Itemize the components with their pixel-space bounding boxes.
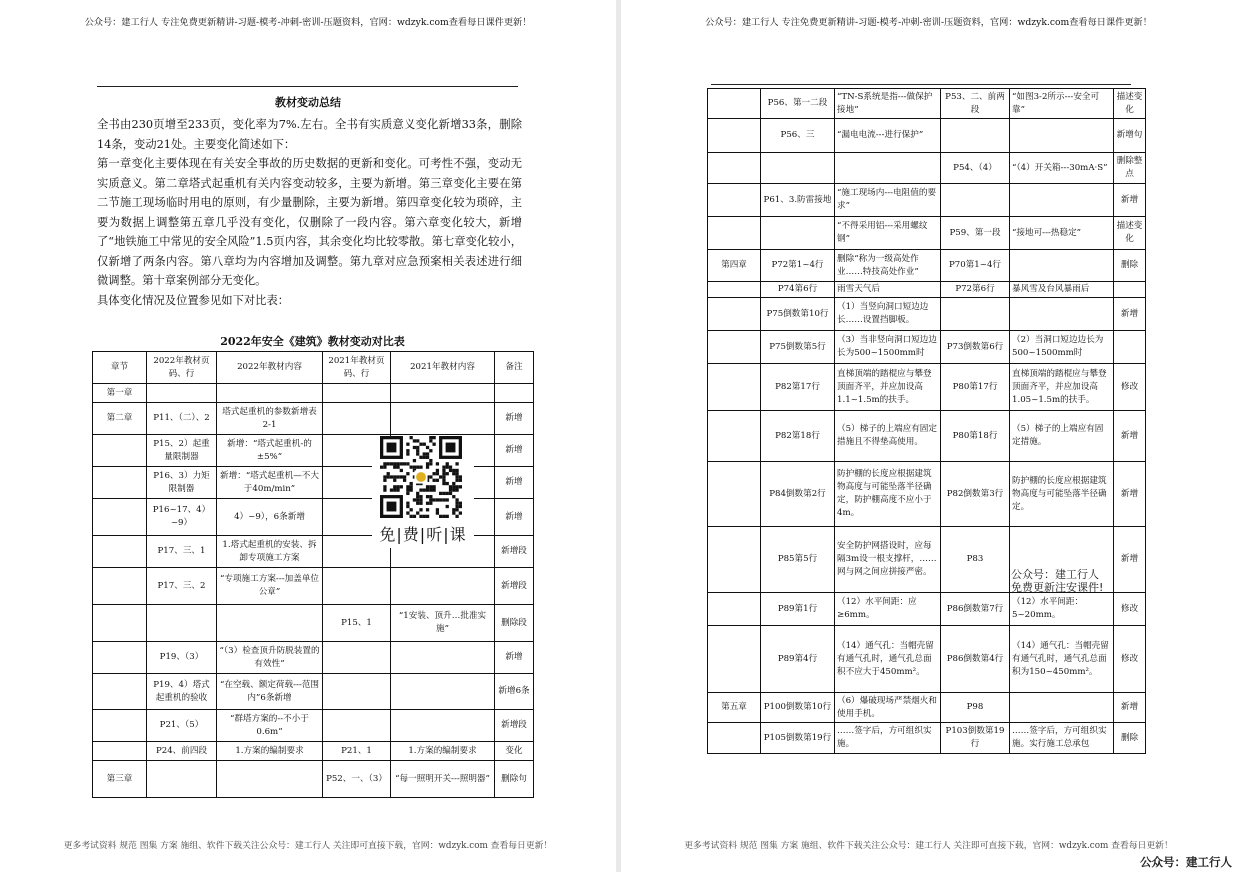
table-cell: P21、（5）	[147, 710, 217, 742]
table-cell: 删除整点	[1114, 153, 1146, 184]
table-cell	[217, 761, 323, 798]
table-cell: 新增	[1114, 527, 1146, 593]
table-cell: 新增	[495, 403, 534, 435]
table-cell: P11、（二）、2	[147, 403, 217, 435]
table-cell: （12）水平间距：5~20mm。	[1010, 593, 1114, 626]
table-cell: P73倒数第6行	[941, 331, 1010, 364]
table-cell: P59、第一段	[941, 217, 1010, 250]
table-row	[93, 761, 534, 798]
table-cell	[93, 742, 147, 761]
table-cell: P17、三、1	[147, 536, 217, 568]
table-row	[708, 298, 1146, 331]
table-cell: 新增：“塔式起重机—不大于40m/min”	[217, 467, 323, 499]
table-cell	[708, 184, 761, 217]
table-cell: 4）~9），6条新增	[217, 499, 323, 536]
table-cell: P56、第一二段	[761, 89, 835, 119]
table-cell: P75倒数第5行	[761, 331, 835, 364]
table-cell: “1安装、顶升…批准实施”	[391, 605, 495, 642]
table-cell	[1010, 250, 1114, 282]
header-rule	[97, 86, 518, 87]
table-cell: P100倒数第10行	[761, 693, 835, 723]
table-row	[708, 593, 1146, 626]
table-cell	[217, 605, 323, 642]
table-cell	[941, 298, 1010, 331]
table-cell	[323, 710, 391, 742]
table-cell: 防护棚的长度应根据建筑物高度与可能坠落半径确定。	[1010, 462, 1114, 527]
comparison-table-left	[92, 351, 534, 798]
table-row	[93, 742, 534, 761]
table-cell: 删除	[1114, 723, 1146, 754]
table-cell	[147, 761, 217, 798]
table-cell: 新增	[495, 435, 534, 467]
table-cell: P82第17行	[761, 364, 835, 411]
table-cell: 新增	[1114, 693, 1146, 723]
table-cell: “漏电电流---进行保护”	[835, 119, 941, 153]
table-cell: P82倒数第3行	[941, 462, 1010, 527]
table-header-cell: 章节	[93, 352, 147, 384]
page-header: 公众号：建工行人 专注免费更新精讲-习题-模考-冲刺-密训-压题资料，官网：wdzyk.com查看每日课件更新！	[84, 17, 532, 28]
table-cell	[323, 674, 391, 710]
table-cell: 新增	[495, 642, 534, 674]
table-title: 2022年安全《建筑》教材变动对比表	[220, 335, 405, 348]
table-row	[93, 710, 534, 742]
table-row	[93, 605, 534, 642]
table-cell: P16~17、4）~9）	[147, 499, 217, 536]
table-cell: 新增句	[1114, 119, 1146, 153]
table-cell: 变化	[495, 742, 534, 761]
table-cell	[1114, 282, 1146, 298]
paragraph: 全书由230页增至233页，变化率为7%.左右。全书有实质意义变化新增33条，删除14条，变动21处。主要变化简述如下：	[97, 118, 522, 151]
summary-body	[97, 115, 522, 310]
table-cell: P83	[941, 527, 1010, 593]
table-cell: P72第1~4行	[761, 250, 835, 282]
table-row	[708, 250, 1146, 282]
table-cell: 新增6条	[495, 674, 534, 710]
table-cell: P105倒数第19行	[761, 723, 835, 754]
table-cell	[391, 384, 495, 403]
table-cell: P89第4行	[761, 626, 835, 693]
table-cell	[93, 605, 147, 642]
table-cell	[708, 723, 761, 754]
table-cell: 第二章	[93, 403, 147, 435]
table-cell	[1010, 693, 1114, 723]
corner-watermark: 公众号：建工行人	[1140, 855, 1232, 869]
table-cell: 新增：“塔式起重机-的±5%”	[217, 435, 323, 467]
left-page	[0, 0, 616, 872]
table-cell	[93, 710, 147, 742]
qr-caption: 免|费|听|课	[379, 525, 467, 544]
table-cell: 修改	[1114, 364, 1146, 411]
table-cell: （6）爆破现场严禁烟火和使用手机。	[835, 693, 941, 723]
table-cell: “施工现场内---电阻值的要求”	[835, 184, 941, 217]
table-cell: 描述变化	[1114, 217, 1146, 250]
document-title: 教材变动总结	[275, 96, 341, 109]
table-cell: 修改	[1114, 593, 1146, 626]
table-cell: P80第18行	[941, 411, 1010, 462]
table-cell: 新增段	[495, 710, 534, 742]
table-cell: 删除句	[495, 761, 534, 798]
table-cell: P19、（3）	[147, 642, 217, 674]
table-cell: P103倒数第19行	[941, 723, 1010, 754]
table-cell	[708, 153, 761, 184]
table-cell	[1010, 184, 1114, 217]
table-cell: P84倒数第2行	[761, 462, 835, 527]
table-cell: P53、二、前两段	[941, 89, 1010, 119]
watermark-line: 免费更新注安课件!	[1011, 581, 1104, 594]
table-cell: P70第1~4行	[941, 250, 1010, 282]
table-cell: （1）当竖向洞口短边边长……设置挡脚板。	[835, 298, 941, 331]
table-cell	[391, 642, 495, 674]
table-cell: P56、三	[761, 119, 835, 153]
table-cell: P74第6行	[761, 282, 835, 298]
watermark	[1011, 568, 1111, 594]
table-cell: 第一章	[93, 384, 147, 403]
table-cell	[391, 403, 495, 435]
table-cell: 删除“称为一级高处作业……特技高处作业”	[835, 250, 941, 282]
table-cell	[147, 605, 217, 642]
table-cell: “（4）开关箱---30mA·S”	[1010, 153, 1114, 184]
table-cell	[93, 674, 147, 710]
table-cell: 直梯顶端的踏棍应与攀登顶面齐平，并应加设高1.05~1.5m的扶手。	[1010, 364, 1114, 411]
table-cell	[708, 626, 761, 693]
table-cell: 第五章	[708, 693, 761, 723]
table-cell: “TN-S系统是指---做保护接地”	[835, 89, 941, 119]
table-cell	[93, 568, 147, 605]
table-cell	[323, 384, 391, 403]
table-cell	[93, 435, 147, 467]
table-cell	[708, 593, 761, 626]
table-cell	[1010, 119, 1114, 153]
table-cell	[147, 384, 217, 403]
table-cell: 第三章	[93, 761, 147, 798]
table-header-cell: 2021年教材页码、行	[323, 352, 391, 384]
table-cell	[93, 642, 147, 674]
table-cell	[217, 384, 323, 403]
table-row	[708, 723, 1146, 754]
table-row	[93, 642, 534, 674]
table-cell: “不得采用铝---采用螺纹钢”	[835, 217, 941, 250]
table-cell: P15、2）起重量限制器	[147, 435, 217, 467]
table-cell: 塔式起重机的参数新增表2-1	[217, 403, 323, 435]
page-header: 公众号：建工行人 专注免费更新精讲-习题-模考-冲刺-密训-压题资料，官网：wdzyk.com查看每日课件更新！	[705, 17, 1152, 28]
table-cell: 第四章	[708, 250, 761, 282]
table-cell: P86倒数第7行	[941, 593, 1010, 626]
table-cell	[323, 403, 391, 435]
table-cell: P89第1行	[761, 593, 835, 626]
table-row	[708, 411, 1146, 462]
table-cell: P15、1	[323, 605, 391, 642]
header-rule	[711, 84, 1131, 85]
table-cell: 安全防护网搭设时，应每隔3m设一根支撑杆，……网与网之间应拼接严密。	[835, 527, 941, 593]
table-cell: P82第18行	[761, 411, 835, 462]
table-cell	[708, 298, 761, 331]
table-cell	[941, 119, 1010, 153]
table-cell: （3）当非竖向洞口短边边长为500~1500mm时	[835, 331, 941, 364]
table-row	[708, 462, 1146, 527]
table-row	[708, 331, 1146, 364]
table-cell: P52、一、（3）	[323, 761, 391, 798]
table-cell: 新增	[1114, 462, 1146, 527]
table-row	[708, 364, 1146, 411]
table-cell: P85第5行	[761, 527, 835, 593]
table-cell	[391, 568, 495, 605]
table-cell: 新增段	[495, 568, 534, 605]
table-cell: 新增	[1114, 411, 1146, 462]
table-cell: P17、三、2	[147, 568, 217, 605]
table-row	[708, 119, 1146, 153]
table-cell: P16、3）力矩限制器	[147, 467, 217, 499]
table-cell	[708, 411, 761, 462]
table-cell: （5）梯子的上端应有固定措施且不得垫高使用。	[835, 411, 941, 462]
table-cell	[1010, 298, 1114, 331]
table-cell: （2）当洞口短边边长为500~1500mm时	[1010, 331, 1114, 364]
page-footer: 更多考试资料 规范 图集 方案 施组、软件下载关注公众号：建工行人 关注即可直接下载，官网：wdzyk.com 查看每日更新！	[63, 841, 553, 851]
table-cell: “在空载、额定荷载---范围内”6条新增	[217, 674, 323, 710]
table-cell	[93, 499, 147, 536]
table-header-cell: 2022年教材内容	[217, 352, 323, 384]
table-cell	[835, 153, 941, 184]
table-cell: 1.方案的编制要求	[217, 742, 323, 761]
table-cell: P61、3.防雷接地	[761, 184, 835, 217]
table-cell: 新增	[495, 499, 534, 536]
table-cell: 新增	[1114, 298, 1146, 331]
table-cell	[495, 384, 534, 403]
qr-code	[372, 436, 474, 548]
table-cell	[391, 674, 495, 710]
table-cell: P86倒数第4行	[941, 626, 1010, 693]
paragraph: 具体变化情况及位置参见如下对比表：	[97, 293, 290, 307]
watermark-line: 公众号：建工行人	[1011, 568, 1099, 581]
table-cell: （12）水平间距：应≥6mm。	[835, 593, 941, 626]
table-row	[93, 384, 534, 403]
table-cell: 新增	[1114, 184, 1146, 217]
table-cell: P98	[941, 693, 1010, 723]
table-header-cell: 备注	[495, 352, 534, 384]
table-cell: （14）通气孔：当帽壳留有通气孔时，通气孔总面积为150~450mm²。	[1010, 626, 1114, 693]
table-cell	[708, 462, 761, 527]
table-cell: ……签字后，方可组织实施。	[835, 723, 941, 754]
table-row	[708, 626, 1146, 693]
table-cell: P19、4）塔式起重机的验收	[147, 674, 217, 710]
table-cell: 修改	[1114, 626, 1146, 693]
table-cell	[761, 153, 835, 184]
table-row	[708, 89, 1146, 119]
table-cell	[708, 217, 761, 250]
table-cell: “每一照明开关---照明器”	[391, 761, 495, 798]
table-cell	[391, 710, 495, 742]
table-cell: 雨雪天气后	[835, 282, 941, 298]
table-cell: 暴风雪及台风暴雨后	[1010, 282, 1114, 298]
table-cell	[941, 184, 1010, 217]
page-footer: 更多考试资料 规范 图集 方案 施组、软件下载关注公众号：建工行人 关注即可直接下载，官网：wdzyk.com 查看每日更新！	[684, 841, 1173, 851]
table-cell	[93, 536, 147, 568]
table-cell	[708, 282, 761, 298]
table-cell: 删除段	[495, 605, 534, 642]
table-row	[708, 282, 1146, 298]
table-row	[93, 403, 534, 435]
table-cell: 新增段	[495, 536, 534, 568]
table-cell: P72第6行	[941, 282, 1010, 298]
table-cell: P75倒数第10行	[761, 298, 835, 331]
table-cell	[93, 467, 147, 499]
paragraph: 第一章变化主要体现在有关安全事故的历史数据的更新和变化。可考性不强，变动无实质意义。第二章塔式起重机有关内容变动较多，主要为新增。第三章变化主要在第二节施工现场临时用电的原则，有少量删除，主要为新增。第四章变化较为琐碎，主要为数据上调整第五章几乎没有变化，仅删除了一段内容。第六章变化较大，新增了“地铁施工中常见的安全风险”1.5页内容，其余变化均比较零散。第七章变化较小，仅新增了两条内容。第八章均为内容增加及调整。第九章对应急预案相关表述进行细微调整。第十章案例部分无变化。	[97, 157, 522, 287]
table-cell: 删除	[1114, 250, 1146, 282]
table-cell: P21、1	[323, 742, 391, 761]
table-cell	[708, 119, 761, 153]
comparison-table-right	[707, 88, 1146, 754]
table-cell	[708, 89, 761, 119]
qr-code-icon	[380, 436, 462, 518]
table-row	[708, 153, 1146, 184]
table-cell: “如图3-2所示---安全可靠”	[1010, 89, 1114, 119]
table-row	[708, 217, 1146, 250]
table-cell	[323, 568, 391, 605]
table-header-row	[93, 352, 534, 384]
table-row	[93, 568, 534, 605]
table-row	[708, 184, 1146, 217]
table-cell: 直梯顶端的踏棍应与攀登顶面齐平，并应加设高1.1~1.5m的扶手。	[835, 364, 941, 411]
table-cell	[708, 331, 761, 364]
table-cell: P54、（4）	[941, 153, 1010, 184]
table-cell: “专项施工方案---加盖单位公章”	[217, 568, 323, 605]
table-cell: 描述变化	[1114, 89, 1146, 119]
table-cell: P80第17行	[941, 364, 1010, 411]
table-cell	[708, 527, 761, 593]
table-cell: “（3）检查顶升防脱装置的有效性”	[217, 642, 323, 674]
table-header-cell: 2022年教材页码、行	[147, 352, 217, 384]
table-cell: P24、前四段	[147, 742, 217, 761]
table-cell: 新增	[495, 467, 534, 499]
table-row	[708, 693, 1146, 723]
table-cell: “群塔方案的--不小于0.6m”	[217, 710, 323, 742]
table-cell: 1.方案的编制要求	[391, 742, 495, 761]
table-cell	[761, 217, 835, 250]
table-cell	[708, 364, 761, 411]
table-header-cell: 2021年教材内容	[391, 352, 495, 384]
table-row	[93, 674, 534, 710]
table-cell: “接地可---热稳定”	[1010, 217, 1114, 250]
table-cell: 防护棚的长度应根据建筑物高度与可能坠落半径确定，防护棚高度不应小于4m。	[835, 462, 941, 527]
table-cell	[323, 642, 391, 674]
table-cell: ……签字后，方可组织实施。实行施工总承包	[1010, 723, 1114, 754]
table-cell: 1.塔式起重机的安装、拆卸专项施工方案	[217, 536, 323, 568]
table-cell: （14）通气孔：当帽壳留有通气孔时，通气孔总面积不应大于450mm²。	[835, 626, 941, 693]
table-cell: （5）梯子的上端应有固定措施。	[1010, 411, 1114, 462]
table-cell	[1114, 331, 1146, 364]
